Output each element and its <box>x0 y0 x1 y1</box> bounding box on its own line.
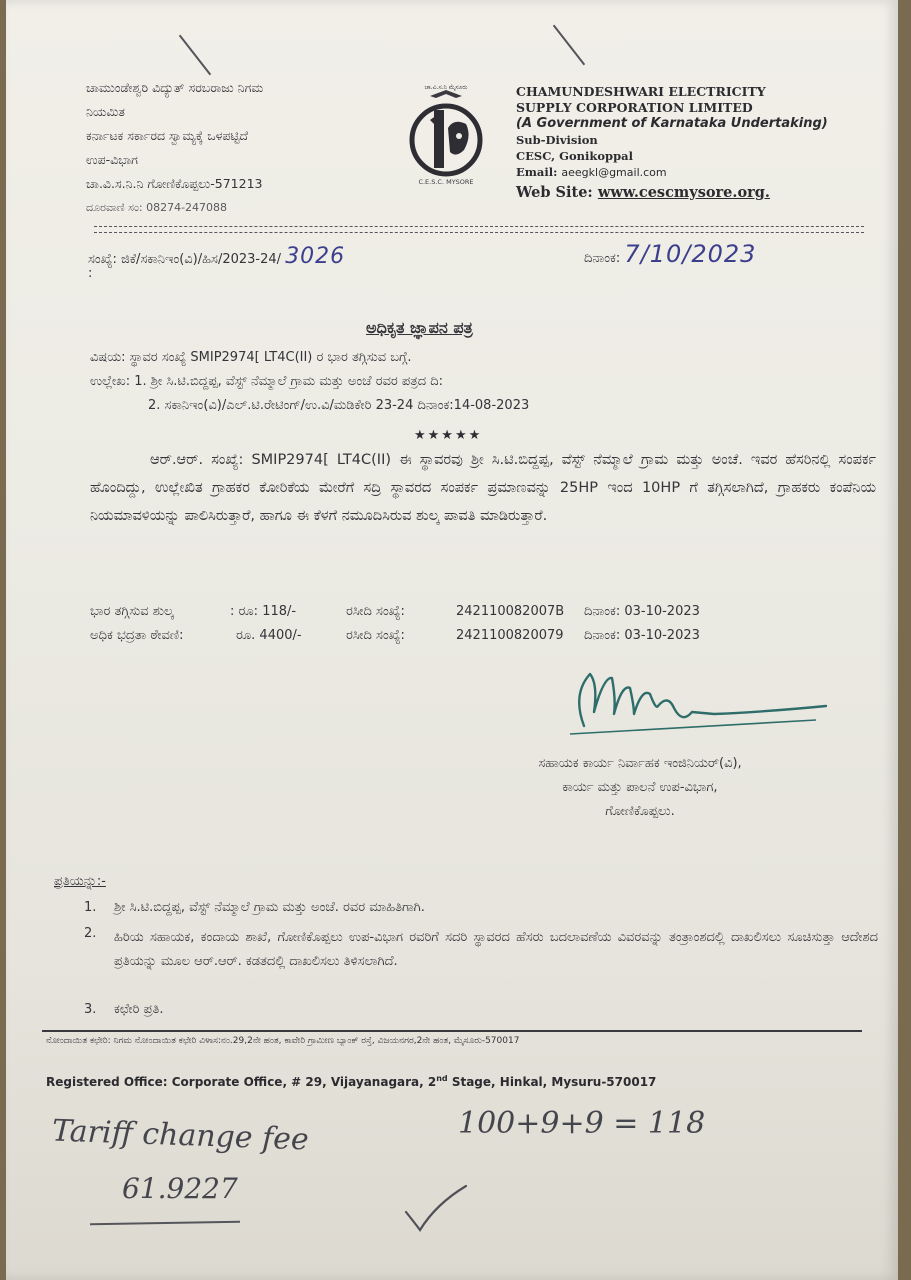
reference-number-label: ಸಂಖ್ಯೆ: ಜಿಕೆ/ಸಕಾನಿಇಂ(ವಿ)/ಹಿಸ/2023-24/ <box>88 252 282 267</box>
header-left-line: ಉಪ-ವಿಭಾಗ <box>86 152 138 167</box>
copy-item-text: ಕಛೇರಿ ಪ್ರತಿ. <box>114 1002 164 1017</box>
handwritten-note-left: Tariff change fee <box>51 1113 310 1158</box>
footer-english-address <box>46 1074 656 1089</box>
signatory-place: ಗೋಣಿಕೊಪ್ಪಲು. <box>605 804 675 819</box>
header-left-line: ಚಾ.ವಿ.ಸ.ನಿ.ನಿ ಗೋಣಿಕೊಪ್ಪಲು-571213 <box>86 176 263 191</box>
reference-colon: : <box>88 266 93 281</box>
copy-item-text: ಶ್ರೀ ಸಿ.ಟಿ.ಬಿದ್ದಪ್ಪ, ವೆಸ್ಟ್ ನೆಮ್ಮಾಲೆ ಗ್ರಾಮ ಮತ್ತು ಅಂಚೆ. ರವರ ಮಾಹಿತಿಗಾಗಿ. <box>114 900 425 915</box>
footer-divider <box>42 1030 862 1032</box>
header-right-block <box>516 84 886 201</box>
reference-line-2: 2. ಸಕಾನಿಇಂ(ವಿ)/ಎಲ್.ಟಿ.ರೇಟಿಂಗ್/ಉ.ವಿ/ಮಡಿಕೇರಿ 23-24 ದಿನಾಂಕ:14-08-2023 <box>148 398 530 413</box>
date-row <box>584 240 756 268</box>
company-name-line1: CHAMUNDESHWARI ELECTRICITY <box>516 84 766 99</box>
handwritten-underline <box>90 1221 240 1226</box>
receipt-label: ರಸೀದಿ ಸಂಖ್ಯೆ: <box>346 628 405 643</box>
sub-division-label: Sub-Division <box>516 133 598 147</box>
signatory-designation: ಸಹಾಯಕ ಕಾರ್ಯ ನಿರ್ವಾಹಕ ಇಂಜಿನಿಯರ್(ವಿ), <box>538 756 742 771</box>
cesc-logo <box>404 84 488 188</box>
copy-heading: ಪ್ರತಿಯನ್ನು:- <box>54 874 106 889</box>
handwritten-note-right: 100+9+9 = 118 <box>458 1106 706 1141</box>
email-address: aeegkl@gmail.com <box>561 166 667 179</box>
body-paragraph: ಆರ್.ಆರ್. ಸಂಖ್ಯೆ: SMIP2974[ LT4C(II) ಈ ಸ್ಥಾವರವು ಶ್ರೀ ಸಿ.ಟಿ.ಬಿದ್ದಪ್ಪ, ವೆಸ್ಟ್ ನೆಮ್ಮಾಲೆ ಗ್ರಾಮ ಮತ್ತು ಅಂಚೆ. ಇವರ ಹೆಸರಿನಲ್ಲಿ ಸಂಪರ್ಕ ಹೊಂದಿದ್ದು, ಉಲ್ಲೇಖಿತ ಗ್ರಾಹಕರ ಕೋರಿಕೆಯ ಮೇರೆಗೆ ಸದ್ರಿ ಸ್ಥಾವರದ ಸಂಪರ್ಕ ಪ್ರಮಾಣವನ್ನು 25HP ಇಂದ 10HP ಗೆ ತಗ್ಗಿಸಲಾಗಿದೆ, ಗ್ರಾಹಕರು ಕಂಪೆನಿಯ ನಿಯಮಾವಳಿಯನ್ನು ಪಾಲಿಸಿರುತ್ತಾರೆ, ಹಾಗೂ ಈ ಕೆಳಗೆ ನಮೂದಿಸಿರುವ ಶುಲ್ಕ ಪಾವತಿ ಮಾಡಿರುತ್ತಾರೆ. <box>90 452 876 524</box>
signatory-block <box>460 752 820 824</box>
letter-page <box>6 0 898 1280</box>
receipt-label: ರಸೀದಿ ಸಂಖ್ಯೆ: <box>346 604 405 619</box>
header-divider-top <box>94 226 864 227</box>
fee-label: ಭಾರ ತಗ್ಗಿಸುವ ಶುಲ್ಕ <box>90 604 174 619</box>
header-left-block <box>86 76 406 220</box>
website-line <box>516 185 886 201</box>
fee-row-1 <box>90 604 890 624</box>
office-name: CESC, Gonikoppal <box>516 149 633 163</box>
website-url: www.cescmysore.org. <box>597 184 770 201</box>
crease-mark-left <box>179 35 211 76</box>
copy-item-number: 2. <box>84 926 97 941</box>
fee-date: ದಿನಾಂಕ: 03-10-2023 <box>584 628 700 643</box>
website-label: Web Site: <box>516 184 593 201</box>
logo-bottom-text: C.E.S.C. MYSORE <box>418 178 474 186</box>
copy-item-number: 1. <box>84 900 97 915</box>
footer-address-sup: nd <box>436 1074 448 1083</box>
fee-date: ದಿನಾಂಕ: 03-10-2023 <box>584 604 700 619</box>
crease-mark-right <box>553 25 585 66</box>
government-undertaking: (A Government of Karnataka Undertaking) <box>516 116 828 131</box>
copy-item-text: ಹಿರಿಯ ಸಹಾಯಕ, ಕಂದಾಯ ಶಾಖೆ, ಗೋಣಿಕೊಪ್ಪಲು ಉಪ-ವಿಭಾಗ ರವರಿಗೆ ಸದರಿ ಸ್ಥಾವರದ ಹೆಸರು ಬದಲಾವಣೆಯ ವಿವರವನ್ನು ತಂತ್ರಾಂಶದಲ್ಲಿ ದಾಖಲಿಸಲು ಸೂಚಿಸುತ್ತಾ ಆದೇಶದ ಪ್ರತಿಯನ್ನು ಮೂಲ ಆರ್.ಆರ್. ಕಡತದಲ್ಲಿ ದಾಖಲಿಸಲು ತಿಳಿಸಲಾಗಿದೆ. <box>114 930 878 969</box>
date-handwritten: 7/10/2023 <box>624 240 757 268</box>
receipt-number: 2421100820079 <box>456 628 564 643</box>
cesc-logo-icon <box>404 84 488 188</box>
footer-kannada-address: ನೋಂದಾಯಿತ ಕಛೇರಿ: ನಿಗಮ ನೋಂದಾಯಿತ ಕಛೇರಿ ವಿಳಾಸ:ನಂ.29,2ನೇ ಹಂತ, ಕಾವೇರಿ ಗ್ರಾಮೀಣ ಬ್ಯಾಂಕ್ ರಸ್ತೆ, ವಿಜಯನಗರ,2ನೇ ಹಂತ, ಮೈಸೂರು-570017 <box>46 1036 520 1046</box>
header-left-line: ದೂರವಾಣಿ ಸಂ: 08274-247088 <box>86 201 228 214</box>
checkmark-icon <box>400 1180 470 1240</box>
signature-icon <box>564 654 834 744</box>
email-line <box>516 164 886 181</box>
email-label: Email: <box>516 165 558 179</box>
header-divider-bottom <box>94 232 864 233</box>
separator-stars: ★★★★★ <box>414 428 483 443</box>
fee-amount: : ರೂ: 118/- <box>230 604 297 619</box>
date-label: ದಿನಾಂಕ: <box>584 251 621 266</box>
header-left-line: ನಿಯಮಿತ <box>86 104 125 119</box>
fee-amount: ರೂ. 4400/- <box>236 628 302 643</box>
fee-row-2 <box>90 628 890 648</box>
footer-address-suffix: Stage, Hinkal, Mysuru-570017 <box>447 1075 657 1089</box>
header-left-line: ಕರ್ನಾಟಕ ಸರ್ಕಾರದ ಸ್ವಾಮ್ಯಕ್ಕೆ ಒಳಪಟ್ಟಿದೆ <box>86 128 249 143</box>
copy-item-number: 3. <box>84 1002 97 1017</box>
reference-number-row <box>88 244 345 269</box>
fee-label: ಅಧಿಕ ಭದ್ರತಾ ಠೇವಣಿ: <box>90 628 184 643</box>
company-name-line2: SUPPLY CORPORATION LIMITED <box>516 100 753 115</box>
reference-line-1: ಉಲ್ಲೇಖ: 1. ಶ್ರೀ ಸಿ.ಟಿ.ಬಿದ್ದಪ್ಪ, ವೆಸ್ಟ್ ನೆಮ್ಮಾಲೆ ಗ್ರಾಮ ಮತ್ತು ಅಂಚೆ ರವರ ಪತ್ರದ ದಿ: <box>90 374 444 389</box>
logo-top-text: ಚಾ.ವಿ.ಸ.ನಿ ಮೈಸೂರು <box>424 84 468 91</box>
header-left-line: ಚಾಮುಂಡೇಶ್ವರಿ ವಿದ್ಯುತ್ ಸರಬರಾಜು ನಿಗಮ <box>86 80 264 95</box>
handwritten-note-number: 61.9227 <box>122 1172 238 1205</box>
signatory-department: ಕಾರ್ಯ ಮತ್ತು ಪಾಲನೆ ಉಪ-ವಿಭಾಗ, <box>562 780 718 795</box>
footer-address-prefix: Registered Office: Corporate Office, # 29, Vijayanagara, 2 <box>46 1075 437 1089</box>
receipt-number: 242110082007B <box>456 604 565 619</box>
reference-number-handwritten: 3026 <box>285 244 346 269</box>
memo-title: ಅಧಿಕೃತ ಜ್ಞಾಪನ ಪತ್ರ <box>366 318 473 337</box>
subject-line: ವಿಷಯ: ಸ್ಥಾವರ ಸಂಖ್ಯೆ SMIP2974[ LT4C(II) ರ ಭಾರ ತಗ್ಗಿಸುವ ಬಗ್ಗೆ. <box>90 350 412 365</box>
